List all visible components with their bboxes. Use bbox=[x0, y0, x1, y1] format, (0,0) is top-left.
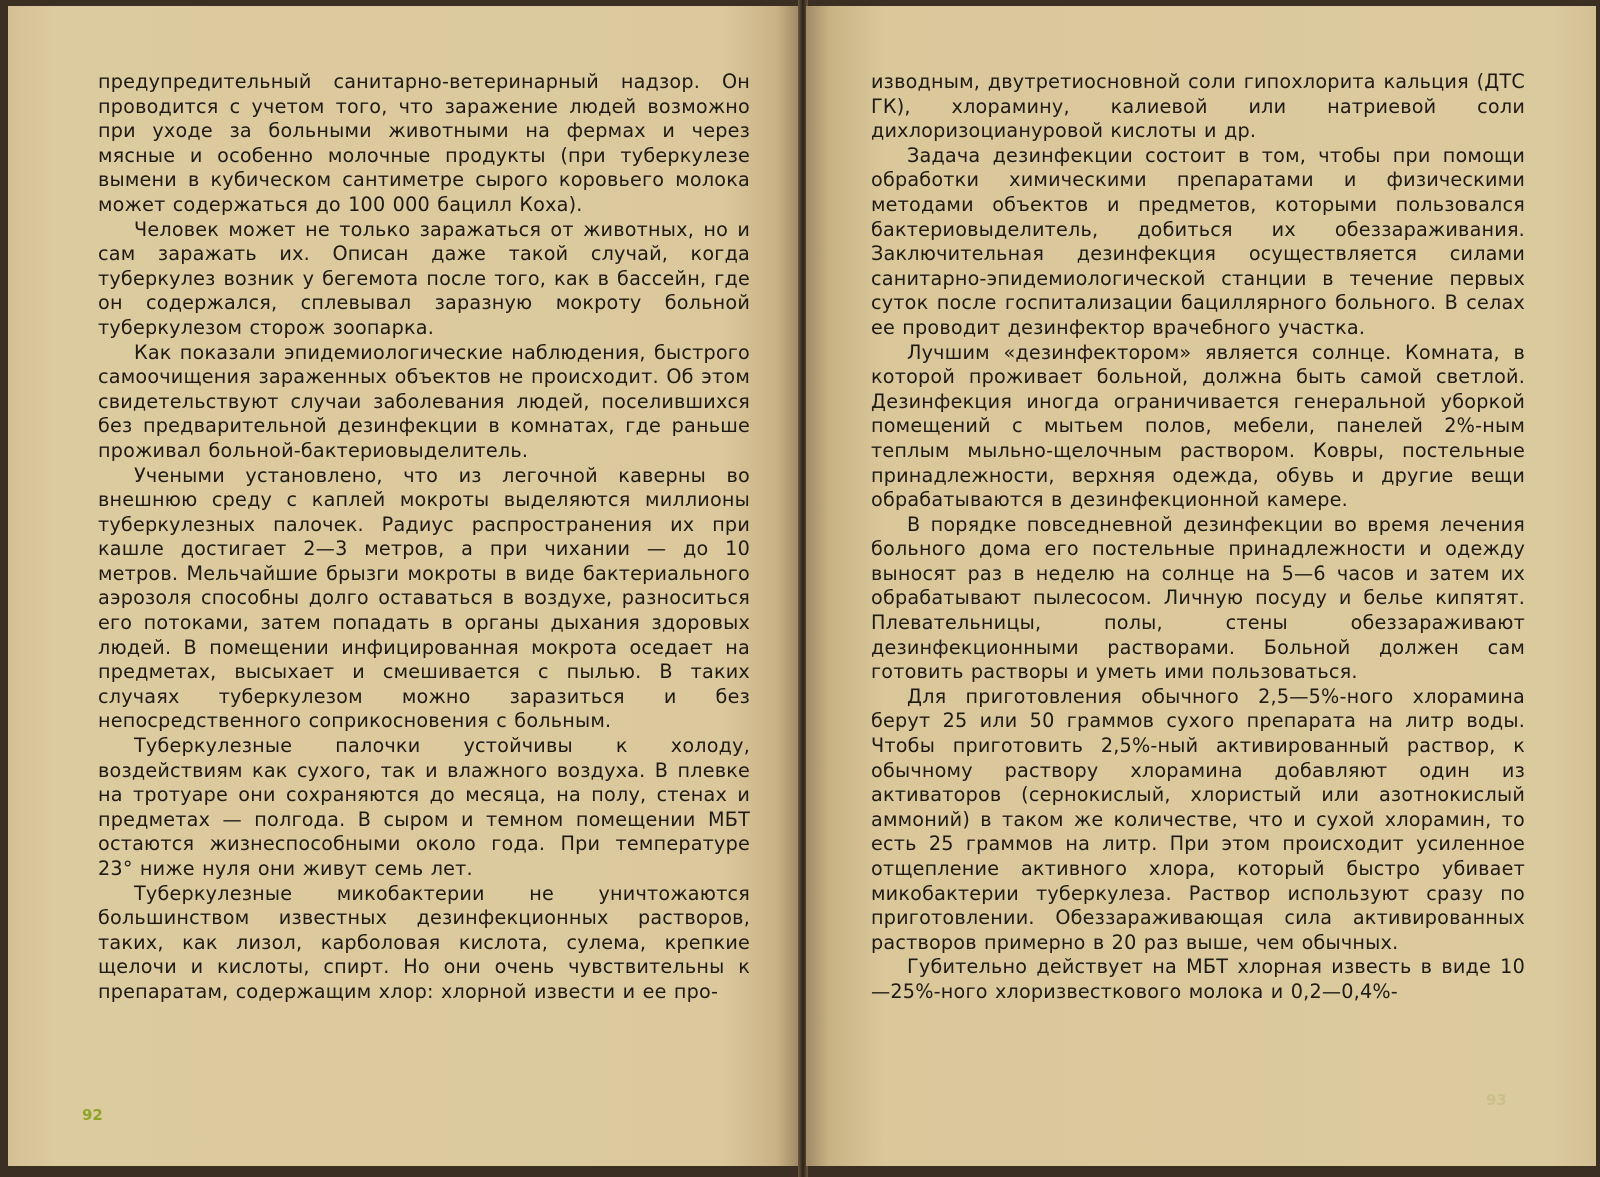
paragraph: Туберкулезные микобактерии не уничтожаются большинством известных дезинфекционных растворов, таких, как лизол, карболовая кислота, сулема, крепкие щелочи и кислоты, спирт. Но они очень чувствительны к препаратам, содержащим хлор: хлорной извести и ее про- bbox=[98, 881, 750, 1003]
paragraph: Губительно действует на МБТ хлорная известь в виде 10—25%-ного хлоризвесткового молока и 0,2—0,4%- bbox=[871, 955, 1525, 1003]
right-page-text bbox=[871, 70, 1525, 1005]
left-page bbox=[8, 6, 800, 1166]
paragraph: Туберкулезные палочки устойчивы к холоду, воздействиям как сухого, так и влажного воздуха. В плевке на тротуаре они сохраняются до месяца, на полу, стенах и предметах — полгода. В сыром и темном помещении МБТ остаются жизнеспособными около года. При температуре 23° ниже нуля они живут семь лет. bbox=[98, 734, 750, 880]
right-page bbox=[806, 6, 1596, 1166]
page-number: 93 bbox=[1486, 1091, 1507, 1109]
paragraph: Учеными установлено, что из легочной каверны во внешнюю среду с каплей мокроты выделяются миллионы туберкулезных палочек. Радиус распространения их при кашле достигает 2—3 метров, а при чихании — до 10 метров. Мельчайшие брызги мокроты в виде бактериального аэрозоля способны долго оставаться в воздухе, разноситься его потоками, затем попадать в органы дыхания здоровых людей. В помещении инфицированная мокрота оседает на предметах, высыхает и смешивается с пылью. В таких случаях туберкулезом можно заразиться и без непосредственного соприкосновения с больным. bbox=[98, 463, 750, 733]
left-page-text bbox=[98, 70, 750, 1005]
paragraph: Лучшим «дезинфектором» является солнце. Комната, в которой проживает больной, должна быть самой светлой. Дезинфекция иногда ограничивается генеральной уборкой помещений с мытьем полов, мебели, панелей 2%-ным теплым мыльно-щелочным раствором. Ковры, постельные принадлежности, верхняя одежда, обувь и другие вещи обрабатываются в дезинфекционной камере. bbox=[871, 340, 1525, 512]
paragraph: предупредительный санитарно-ветеринарный надзор. Он проводится с учетом того, что заражение людей возможно при уходе за больными животными на фермах и через мясные и особенно молочные продукты (при туберкулезе вымени в кубическом сантиметре сырого коровьего молока может содержаться до 100 000 бацилл Коха). bbox=[98, 70, 750, 216]
paragraph: В порядке повседневной дезинфекции во время лечения больного дома его постельные принадлежности и одежду выносят раз в неделю на солнце на 5—6 часов и затем их обрабатывают пылесосом. Личную посуду и белье кипятят. Плевательницы, полы, стены обеззараживают дезинфекционными растворами. Больной должен сам готовить растворы и уметь ими пользоваться. bbox=[871, 512, 1525, 684]
paragraph: Задача дезинфекции состоит в том, чтобы при помощи обработки химическими препаратами и физическими методами объектов и предметов, которыми пользовался бактериовыделитель, добиться их обеззараживания. Заключительная дезинфекция осуществляется силами санитарно-эпидемиологической станции в течение первых суток после госпитализации бациллярного больного. В селах ее проводит дезинфектор врачебного участка. bbox=[871, 143, 1525, 339]
paragraph: Для приготовления обычного 2,5—5%-ного хлорамина берут 25 или 50 граммов сухого препарата на литр воды. Чтобы приготовить 2,5%-ный активированный раствор, к обычному раствору хлорамина добавляют один из активаторов (сернокислый, хлористый или азотнокислый аммоний) в таком же количестве, что и сухой хлорамин, то есть 25 граммов на литр. При этом происходит усиленное отщепление активного хлора, который быстро убивает микобактерии туберкулеза. Раствор используют сразу по приготовлении. Обеззараживающая сила активированных растворов примерно в 20 раз выше, чем обычных. bbox=[871, 684, 1525, 954]
paragraph: изводным, двутретиосновной соли гипохлорита кальция (ДТС ГК), хлорамину, калиевой или натриевой соли дихлоризоциануровой кислоты и др. bbox=[871, 70, 1525, 143]
paragraph: Человек может не только заражаться от животных, но и сам заражать их. Описан даже такой случай, когда туберкулез возник у бегемота после того, как в бассейн, где он содержался, сплевывал заразную мокроту больной туберкулезом сторож зоопарка. bbox=[98, 217, 750, 339]
paragraph: Как показали эпидемиологические наблюдения, быстрого самоочищения зараженных объектов не происходит. Об этом свидетельствуют случаи заболевания людей, поселившихся без предварительной дезинфекции в комнатах, где раньше проживал больной-бактериовыделитель. bbox=[98, 340, 750, 462]
page-number: 92 bbox=[82, 1106, 103, 1124]
